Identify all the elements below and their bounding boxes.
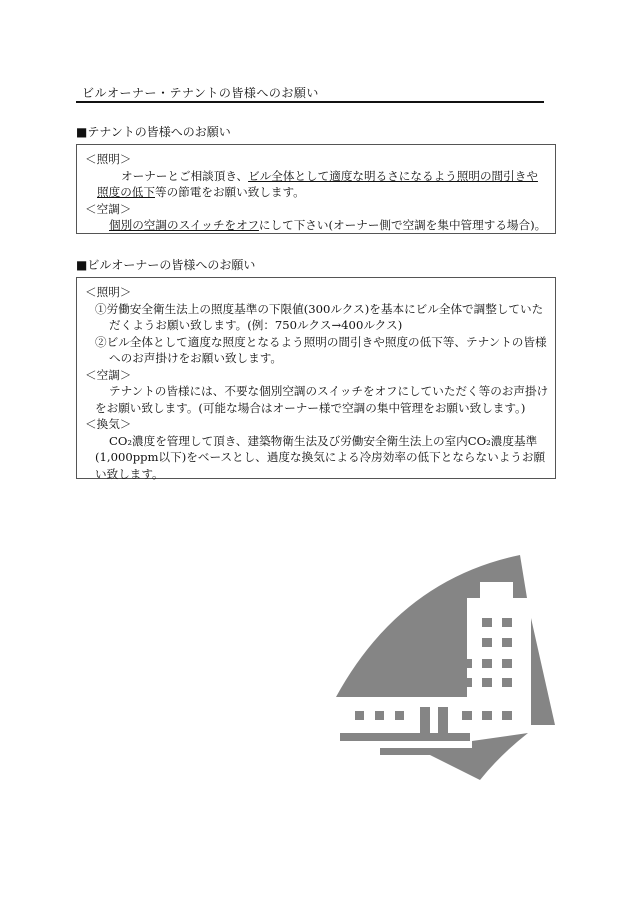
tenant-ac-text [85, 217, 549, 234]
tenant-lighting-text [85, 168, 549, 201]
title-divider [76, 101, 544, 103]
page-title: ビルオーナー・テナントの皆様へのお願い [82, 86, 319, 100]
owner-lighting-label: ＜照明＞ [85, 285, 132, 299]
tenant-heading: ■テナントの皆様へのお願い [76, 125, 231, 139]
owner-ac-label: ＜空調＞ [85, 367, 132, 382]
logo-base-bar-2 [380, 748, 472, 755]
owner-lighting-item-1: ①労働安全衛生法上の照度基準の下限値(300ルクス)を基本にビル全体で調整していただくようお願い致します。(例：750ルクス→400ルクス) [95, 301, 544, 332]
logo-base-bar-1 [340, 733, 470, 741]
logo-right-sail [531, 618, 555, 725]
logo-sail [336, 555, 527, 697]
tenant-ac-label: ＜空調＞ [85, 201, 132, 216]
tenant-ac-post: にして下さい(オーナー側で空調を集中管理する場合)。 [258, 218, 547, 232]
building-logo-icon [330, 550, 560, 780]
tenant-ac-emphasis: 個別の空調のスイッチをオフ [109, 218, 259, 232]
tenant-lighting-emphasis: ビル全体として適度な明るさになるよう照明の間引きや照度の低下 [97, 168, 538, 199]
tenant-lighting-post: 等の節電をお願い致します。 [154, 185, 305, 199]
owner-ac-text: テナントの皆様には、不要な個別空調のスイッチをオフにしていただく等のお声掛けをお願い致します。(可能な場合はオーナー様で空調の集中管理をお願い致します。) [95, 384, 549, 415]
tenant-lighting-pre: オーナーとご相談頂き、 [121, 168, 249, 183]
tenant-lighting-label: ＜照明＞ [85, 152, 132, 166]
owner-lighting-item-2: ②ビル全体として適度な照度となるよう照明の間引きや照度の低下等、テナントの皆様へのお声掛けをお願い致します。 [95, 334, 547, 365]
tenant-box [76, 144, 556, 234]
owner-vent-text: CO₂濃度を管理して頂き、建築物衛生法及び労働安全衛生法上の室内CO₂濃度基準(1,000ppm以下)をベースとし、過度な換気による冷房効率の低下とならないようお願い致します。 [95, 433, 546, 481]
owner-vent-label: ＜換気＞ [85, 417, 132, 431]
owner-heading: ■ビルオーナーの皆様へのお願い [76, 258, 256, 272]
owner-box [76, 277, 556, 479]
